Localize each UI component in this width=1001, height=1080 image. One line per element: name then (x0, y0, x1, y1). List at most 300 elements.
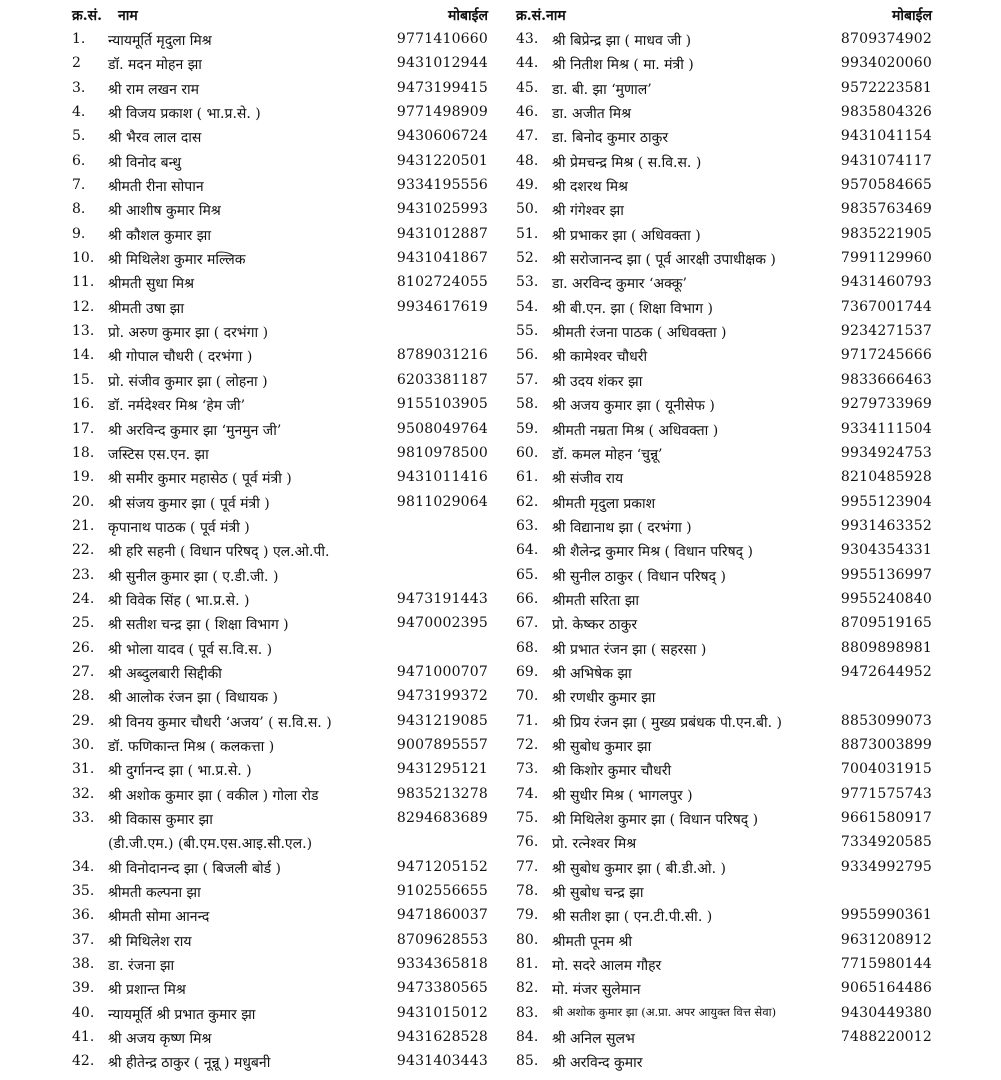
mobile-number: 9771410660 (396, 31, 488, 47)
mobile-number: 9570584665 (840, 177, 932, 194)
list-item (516, 1050, 932, 1074)
mobile-number: 9279733969 (840, 396, 932, 413)
serial-number: 25. (72, 615, 95, 632)
list-item (72, 466, 488, 490)
list-item (516, 515, 932, 539)
mobile-number: 9810978500 (396, 444, 488, 461)
person-name: श्री गोपाल चौधरी ( दरभंगा ) (108, 349, 253, 366)
person-name: श्री बिप्रेन्द्र झा ( माधव जी ) (552, 33, 692, 49)
serial-number: 2 (72, 55, 81, 72)
serial-number: 42. (72, 1053, 95, 1070)
person-name: श्री प्रभात रंजन झा ( सहरसा ) (552, 641, 707, 658)
mobile-number: 9833666463 (840, 371, 932, 388)
person-name: श्री सुनील ठाकुर ( विधान परिषद् ) (552, 568, 726, 585)
person-name: कृपानाथ पाठक ( पूर्व मंत्री ) (108, 519, 250, 536)
person-name: श्री सतीश झा ( एन.टी.पी.सी. ) (552, 909, 713, 926)
serial-number: 81. (516, 956, 539, 973)
person-name: (डी.जी.एम.) (बी.एम.एस.आइ.सी.एल.) (108, 836, 313, 853)
person-name: श्रीमती रंजना पाठक ( अधिवक्ता ) (552, 325, 727, 342)
list-item (72, 953, 488, 977)
person-name: श्री आशीष कुमार मिश्र (108, 203, 221, 220)
serial-number: 13. (72, 323, 95, 340)
mobile-number: 9431403443 (396, 1053, 488, 1070)
mobile-number: 9835221905 (840, 225, 932, 242)
person-name: श्री सुबोध कुमार झा (552, 738, 652, 755)
mobile-number: 9473199372 (396, 688, 488, 705)
serial-number: 66. (516, 590, 539, 607)
serial-number: 84. (516, 1029, 539, 1046)
mobile-number: 9931463352 (840, 517, 932, 534)
list-item (72, 198, 488, 222)
mobile-number: 7004031915 (840, 761, 932, 778)
mobile-number: 7488220012 (840, 1029, 932, 1046)
person-name: प्रो. केष्कर ठाकुर (552, 617, 638, 634)
list-item (72, 418, 488, 442)
serial-number: 65. (516, 566, 539, 583)
person-name: श्री कौशल कुमार झा (108, 227, 211, 244)
header-serial-name: क्र.सं.नाम (516, 8, 566, 24)
mobile-number: 9234271537 (840, 323, 932, 340)
person-name: श्री अजय कुमार झा ( यूनीसेफ ) (552, 398, 715, 415)
person-name: श्री समीर कुमार महासेठ ( पूर्व मंत्री ) (108, 471, 292, 488)
person-name: श्री विनोद बन्धु (108, 154, 182, 171)
list-item (516, 929, 932, 953)
list-item (72, 442, 488, 466)
list-item (516, 734, 932, 758)
mobile-number: 9572223581 (840, 79, 932, 96)
serial-number: 58. (516, 396, 539, 413)
serial-number: 6. (72, 152, 86, 169)
serial-number: 16. (72, 396, 95, 413)
person-name: श्री कामेश्वर चौधरी (552, 349, 648, 366)
serial-number: 59. (516, 420, 539, 437)
serial-number: 5. (72, 128, 86, 145)
serial-number: 24. (72, 590, 95, 607)
list-item (516, 880, 932, 904)
person-name: श्री राम लखन राम (108, 81, 200, 98)
serial-number: 64. (516, 542, 539, 559)
mobile-number: 9431041867 (396, 250, 488, 267)
serial-number: 33. (72, 810, 95, 826)
mobile-number: 6203381187 (396, 371, 488, 388)
person-name: श्री सुबोध कुमार झा ( बी.डी.ओ. ) (552, 860, 726, 877)
serial-number: 70. (516, 688, 539, 705)
serial-number: 83. (516, 1004, 539, 1021)
list-item (516, 807, 932, 831)
serial-number: 63. (516, 517, 539, 534)
person-name: श्री संजीव राय (552, 471, 624, 488)
mobile-number: 8709374902 (840, 31, 932, 47)
list-item (72, 856, 488, 880)
serial-number: 21. (72, 517, 95, 534)
person-name: डा. अरविन्द कुमार ‘अक्कू’ (552, 276, 687, 293)
mobile-number: 9431628528 (396, 1029, 488, 1046)
person-name: श्री प्रशान्त मिश्र (108, 982, 186, 999)
list-item (516, 198, 932, 222)
list-item (516, 904, 932, 928)
serial-number: 4. (72, 104, 86, 121)
person-name: श्री मिथिलेश राय (108, 933, 192, 950)
serial-number: 38. (72, 956, 95, 973)
person-name: श्री गंगेश्वर झा (552, 203, 624, 220)
header-name: नाम (118, 8, 138, 24)
serial-number: 50. (516, 201, 539, 218)
list-item (72, 271, 488, 295)
mobile-number: 9473199415 (396, 79, 488, 96)
serial-number: 17. (72, 420, 95, 437)
serial-number: 52. (516, 250, 539, 267)
mobile-number: 9102556655 (396, 883, 488, 900)
list-item (72, 612, 488, 636)
person-name: श्री उदय शंकर झा (552, 373, 643, 390)
person-name: डॉ. नर्मदेश्वर मिश्र ‘हेम जी’ (108, 398, 246, 415)
person-name: श्री विकास कुमार झा (108, 812, 213, 828)
person-name: श्री मिथिलेश कुमार झा ( विधान परिषद् ) (552, 812, 759, 828)
mobile-number: 9431295121 (396, 761, 488, 778)
serial-number: 35. (72, 883, 95, 900)
serial-number: 19. (72, 469, 95, 486)
mobile-number: 9065164486 (840, 980, 932, 997)
serial-number: 54. (516, 298, 539, 315)
list-item (516, 758, 932, 782)
mobile-number: 9835763469 (840, 201, 932, 218)
serial-number: 14. (72, 347, 95, 364)
person-name: श्री अरविन्द कुमार (552, 1055, 643, 1072)
serial-number: 53. (516, 274, 539, 291)
person-name: श्री आलोक रंजन झा ( विधायक ) (108, 690, 278, 707)
list-item (72, 174, 488, 198)
person-name: श्री अशोक कुमार झा ( वकील ) गोला रोड (108, 787, 319, 804)
serial-number: 47. (516, 128, 539, 145)
serial-number: 82. (516, 980, 539, 997)
person-name: डा. बिनोद कुमार ठाकुर (552, 130, 669, 147)
serial-number: 56. (516, 347, 539, 364)
right-list (516, 28, 932, 1075)
mobile-number: 9334365818 (396, 956, 488, 973)
person-name: श्री भैरव लाल दास (108, 130, 202, 147)
list-item (516, 661, 932, 685)
mobile-number: 9771498909 (396, 104, 488, 121)
list-item (516, 977, 932, 1001)
person-name: डा. रंजना झा (108, 958, 175, 975)
person-name: श्री विद्यानाथ झा ( दरभंगा ) (552, 519, 692, 536)
person-name: प्रो. अरुण कुमार झा ( दरभंगा ) (108, 325, 269, 342)
mobile-number: 9508049764 (396, 420, 488, 437)
person-name: श्री विजय प्रकाश ( भा.प्र.से. ) (108, 106, 261, 123)
serial-number: 45. (516, 79, 539, 96)
person-name: श्री सुबोध चन्द्र झा (552, 885, 644, 902)
list-item (72, 929, 488, 953)
person-name: श्री नितीश मिश्र ( मा. मंत्री ) (552, 57, 694, 74)
serial-number: 46. (516, 104, 539, 121)
serial-number: 32. (72, 785, 95, 802)
list-item (72, 734, 488, 758)
list-item (72, 296, 488, 320)
mobile-number: 9431460793 (840, 274, 932, 291)
serial-number: 31. (72, 761, 95, 778)
mobile-number: 9007895557 (396, 736, 488, 753)
mobile-number: 9955240840 (840, 590, 932, 607)
person-name: श्रीमती मृदुला प्रकाश (552, 495, 656, 512)
right-header (516, 4, 932, 28)
list-item (516, 320, 932, 344)
serial-number: 80. (516, 931, 539, 948)
person-name: श्री भोला यादव ( पूर्व स.वि.स. ) (108, 641, 273, 658)
list-item (516, 710, 932, 734)
serial-number: 15. (72, 371, 95, 388)
person-name: श्रीमती कल्पना झा (108, 885, 201, 902)
mobile-number: 9155103905 (396, 396, 488, 413)
serial-number: 43. (516, 31, 539, 47)
list-item (72, 320, 488, 344)
list-item (72, 52, 488, 76)
mobile-number: 9771575743 (840, 785, 932, 802)
list-item (72, 783, 488, 807)
person-name: न्यायमूर्ति श्री प्रभात कुमार झा (108, 1006, 256, 1023)
list-item (72, 880, 488, 904)
person-name: श्रीमती नम्रता मिश्र ( अधिवक्ता ) (552, 422, 719, 439)
mobile-number: 9631208912 (840, 931, 932, 948)
list-item (72, 685, 488, 709)
person-name: डॉ. मदन मोहन झा (108, 57, 202, 74)
header-serial: क्र.सं. (72, 8, 102, 24)
person-name: श्री दशरथ मिश्र (552, 179, 628, 196)
serial-number: 79. (516, 907, 539, 924)
list-item (516, 174, 932, 198)
list-item (72, 223, 488, 247)
mobile-number: 9431012887 (396, 225, 488, 242)
person-name: श्री सुनील कुमार झा ( ए.डी.जी. ) (108, 568, 279, 585)
list-item (72, 247, 488, 271)
serial-number: 40. (72, 1004, 95, 1021)
list-item (72, 637, 488, 661)
person-name: श्री हरि सहनी ( विधान परिषद् ) एल.ओ.पी. (108, 544, 330, 561)
person-name: श्री अरविन्द कुमार झा ‘मुनमुन जी’ (108, 422, 282, 439)
left-column (72, 4, 488, 1075)
list-item (72, 710, 488, 734)
list-item (516, 783, 932, 807)
serial-number: 62. (516, 493, 539, 510)
list-item (516, 77, 932, 101)
serial-number: 29. (72, 712, 95, 729)
mobile-number: 8853099073 (840, 712, 932, 729)
list-item (72, 125, 488, 149)
person-name: श्री प्रेमचन्द्र मिश्र ( स.वि.स. ) (552, 154, 702, 171)
list-item (72, 661, 488, 685)
person-name: श्री अशोक कुमार झा (अ.प्रा. अपर आयुक्त वित्त सेवा) (552, 1004, 777, 1019)
list-item (72, 1050, 488, 1074)
list-item (516, 101, 932, 125)
mobile-number: 9835804326 (840, 104, 932, 121)
list-item (516, 271, 932, 295)
mobile-number: 9811029064 (396, 493, 488, 510)
list-item (516, 588, 932, 612)
serial-number: 7. (72, 177, 86, 194)
person-name: मो. मंजर सुलेमान (552, 982, 641, 999)
person-name: श्री संजय कुमार झा ( पूर्व मंत्री ) (108, 495, 270, 512)
person-name: श्री किशोर कुमार चौधरी (552, 763, 672, 780)
serial-number: 60. (516, 444, 539, 461)
person-name: श्री अनिल सुलभ (552, 1031, 635, 1048)
person-name: श्री शैलेन्द्र कुमार मिश्र ( विधान परिषद् ) (552, 544, 754, 561)
list-item (72, 101, 488, 125)
mobile-number: 9431025993 (396, 201, 488, 218)
person-name: श्री अभिषेक झा (552, 665, 632, 682)
serial-number: 34. (72, 858, 95, 875)
serial-number: 37. (72, 931, 95, 948)
person-name: श्री अजय कृष्ण मिश्र (108, 1031, 212, 1048)
mobile-number: 9934617619 (396, 298, 488, 315)
list-item (72, 344, 488, 368)
list-item (516, 418, 932, 442)
mobile-number: 8294683689 (396, 810, 488, 826)
list-item (516, 52, 932, 76)
serial-number: 18. (72, 444, 95, 461)
mobile-number: 9334195556 (396, 177, 488, 194)
mobile-number: 9430449380 (840, 1004, 932, 1021)
serial-number: 10. (72, 250, 95, 267)
serial-number: 72. (516, 736, 539, 753)
list-item (516, 612, 932, 636)
mobile-number: 9431012944 (396, 55, 488, 72)
person-name: श्री रणधीर कुमार झा (552, 690, 656, 707)
list-item (516, 223, 932, 247)
mobile-number: 9471000707 (396, 663, 488, 680)
person-name: श्रीमती सरिता झा (552, 592, 640, 609)
serial-number: 11. (72, 274, 95, 291)
list-item (72, 831, 488, 855)
mobile-number: 9430606724 (396, 128, 488, 145)
mobile-number: 9661580917 (840, 810, 932, 826)
list-item (516, 125, 932, 149)
right-column (516, 4, 932, 1075)
header-mobile: मोबाईल (448, 8, 488, 24)
mobile-number: 9955136997 (840, 566, 932, 583)
person-name: श्रीमती रीना सोपान (108, 179, 204, 196)
mobile-number: 9835213278 (396, 785, 488, 802)
serial-number: 57. (516, 371, 539, 388)
list-item (72, 539, 488, 563)
list-item (516, 539, 932, 563)
serial-number: 23. (72, 566, 95, 583)
serial-number: 51. (516, 225, 539, 242)
mobile-number: 9471860037 (396, 907, 488, 924)
person-name: श्री हीतेन्द्र ठाकुर ( नून्नू ) मधुबनी (108, 1055, 271, 1072)
list-item (72, 977, 488, 1001)
serial-number: 85. (516, 1053, 539, 1070)
person-name: श्रीमती सोमा आनन्द (108, 909, 210, 926)
list-item (72, 588, 488, 612)
list-item (516, 1026, 932, 1050)
list-item (72, 28, 488, 52)
list-item (72, 393, 488, 417)
person-name: प्रो. रत्नेश्वर मिश्र (552, 836, 637, 853)
list-item (516, 442, 932, 466)
serial-number: 28. (72, 688, 95, 705)
list-item (516, 369, 932, 393)
list-item (72, 807, 488, 831)
mobile-number: 9717245666 (840, 347, 932, 364)
person-name: श्री सरोजानन्द झा ( पूर्व आरक्षी उपाधीक्षक ) (552, 252, 776, 269)
list-item (516, 685, 932, 709)
serial-number: 22. (72, 542, 95, 559)
serial-number: 27. (72, 663, 95, 680)
mobile-number: 9431011416 (396, 469, 488, 486)
mobile-number: 9431041154 (840, 128, 932, 145)
mobile-number: 9304354331 (840, 542, 932, 559)
mobile-number: 9473191443 (396, 590, 488, 607)
list-item (72, 369, 488, 393)
mobile-number: 9470002395 (396, 615, 488, 632)
serial-number: 49. (516, 177, 539, 194)
list-item (516, 856, 932, 880)
person-name: श्री अब्दुलबारी सिद्दीकी (108, 665, 222, 682)
list-item (516, 491, 932, 515)
mobile-number: 8709519165 (840, 615, 932, 632)
serial-number: 74. (516, 785, 539, 802)
person-name: डॉ. कमल मोहन ‘चुन्नू’ (552, 446, 663, 463)
serial-number: 69. (516, 663, 539, 680)
mobile-number: 9431219085 (396, 712, 488, 729)
serial-number: 1. (72, 31, 86, 47)
mobile-number: 8809898981 (840, 639, 932, 656)
list-item (72, 904, 488, 928)
list-item (516, 466, 932, 490)
mobile-number: 9471205152 (396, 858, 488, 875)
mobile-number: 9334992795 (840, 858, 932, 875)
serial-number: 77. (516, 858, 539, 875)
serial-number: 3. (72, 79, 86, 96)
mobile-number: 9934020060 (840, 55, 932, 72)
mobile-number: 8102724055 (396, 274, 488, 291)
list-item (72, 1026, 488, 1050)
header-mobile: मोबाईल (892, 8, 932, 24)
mobile-number: 9334111504 (840, 420, 932, 437)
person-name: श्री सतीश चन्द्र झा ( शिक्षा विभाग ) (108, 617, 289, 634)
mobile-number: 9431015012 (396, 1004, 488, 1021)
serial-number: 61. (516, 469, 539, 486)
list-item (72, 491, 488, 515)
mobile-number: 9955123904 (840, 493, 932, 510)
left-list (72, 28, 488, 1075)
serial-number: 26. (72, 639, 95, 656)
serial-number: 48. (516, 152, 539, 169)
mobile-number: 9473380565 (396, 980, 488, 997)
person-name: श्री विवेक सिंह ( भा.प्र.से. ) (108, 592, 250, 609)
mobile-number: 7991129960 (840, 250, 932, 267)
serial-number: 36. (72, 907, 95, 924)
person-name: श्री विनय कुमार चौधरी ‘अजय’ ( स.वि.स. ) (108, 714, 332, 731)
person-name: श्री मिथिलेश कुमार मल्लिक (108, 252, 246, 269)
list-item (516, 28, 932, 52)
list-item (516, 247, 932, 271)
person-name: श्री प्रभाकर झा ( अधिवक्ता ) (552, 227, 701, 244)
person-name: श्रीमती पूनम श्री (552, 933, 633, 950)
person-name: श्री विनोदानन्द झा ( बिजली बोर्ड ) (108, 860, 282, 877)
serial-number: 68. (516, 639, 539, 656)
person-name: डॉ. फणिकान्त मिश्र ( कलकत्ता ) (108, 738, 275, 755)
serial-number: 55. (516, 323, 539, 340)
person-name: डा. बी. झा ‘मुणाल’ (552, 81, 652, 98)
serial-number: 30. (72, 736, 95, 753)
list-item (72, 515, 488, 539)
list-item (72, 564, 488, 588)
list-item (72, 77, 488, 101)
serial-number: 41. (72, 1029, 95, 1046)
list-item (516, 150, 932, 174)
mobile-number: 9431220501 (396, 152, 488, 169)
mobile-number: 7334920585 (840, 834, 932, 851)
